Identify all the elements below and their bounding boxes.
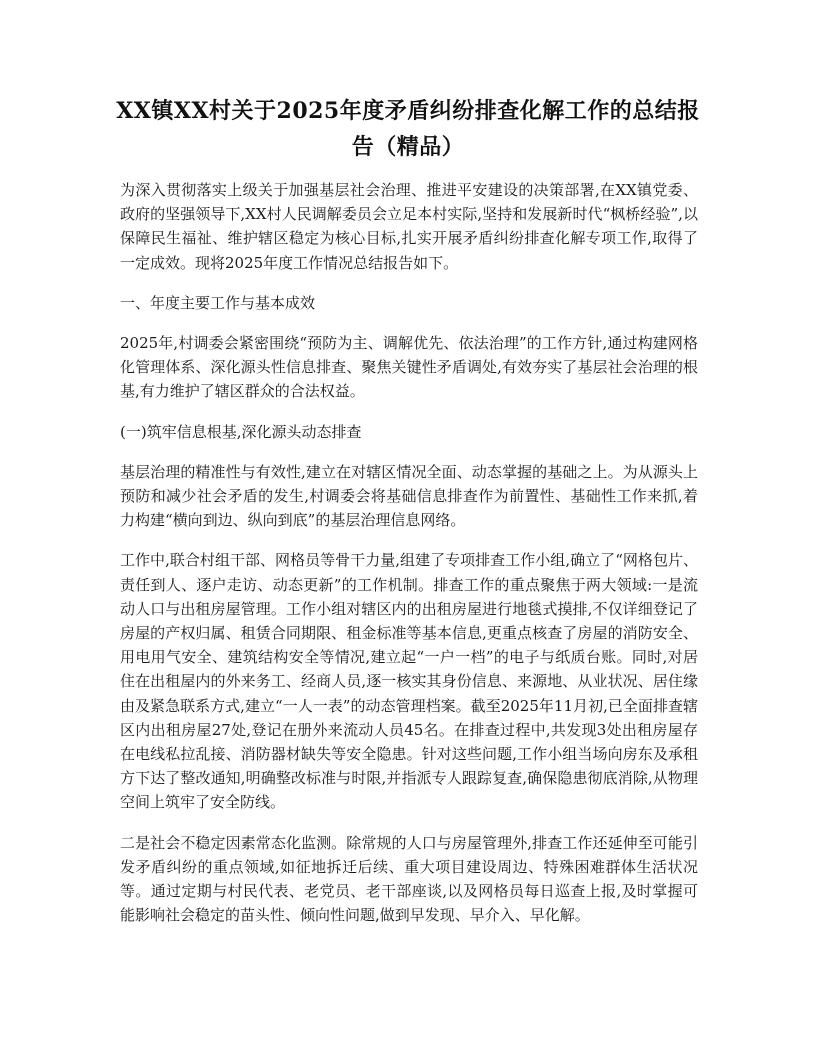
subsection-1-paragraph-2: 工作中,联合村组干部、网格员等骨干力量,组建了专项排查工作小组,确立了“网格包片、责任到人、逐户走访、动态更新”的工作机制。排查工作的重点聚焦于两大领域:一是流动人口与出租房屋管理。工作小组对辖区内的出租房屋进行地毯式摸排,不仅详细登记了房屋的产权归属、租赁合同期限、租金标准等基本信息,更重点核查了房屋的消防安全、用电用气安全、建筑结构安全等情况,建立起“一户一档”的电子与纸质台账。同时,对居住在出租屋内的外来务工、经商人员,逐一核实其身份信息、来源地、从业状况、居住缘由及紧急联系方式,建立“一人一表”的动态管理档案。截至2025年11月初,已全面排查辖区内出租房屋27处,登记在册外来流动人员45名。在排查过程中,共发现3处出租房屋存在电线私拉乱接、消防器材缺失等安全隐患。针对这些问题,工作小组当场向房东及承租方下达了整改通知,明确整改标准与时限,并指派专人跟踪复查,确保隐患彻底消除,从物理空间上筑牢了安全防线。	[120, 551, 698, 812]
subsection-1-paragraph-1: 基层治理的精准性与有效性,建立在对辖区情况全面、动态掌握的基础之上。为从源头上预防和减少社会矛盾的发生,村调委会将基础信息排查作为前置性、基础性工作来抓,着力构建“横向到边、纵向到底”的基层治理信息网络。	[120, 462, 698, 530]
document-body	[120, 178, 698, 943]
subsection-1-paragraph-3: 二是社会不稳定因素常态化监测。除常规的人口与房屋管理外,排查工作还延伸至可能引发矛盾纠纷的重点领域,如征地拆迁后续、重大项目建设周边、特殊困难群体生活状况等。通过定期与村民代表、老党员、老干部座谈,以及网格员每日巡查上报,及时掌握可能影响社会稳定的苗头性、倾向性问题,做到早发现、早介入、早化解。	[120, 833, 698, 925]
section-heading-1: 一、年度主要工作与基本成效	[120, 293, 316, 312]
subsection-heading-1: (一)筑牢信息根基,深化源头动态排查	[120, 422, 362, 441]
document-title: XX镇XX村关于2025年度矛盾纠纷排查化解工作的总结报告（精品）	[116, 98, 700, 160]
intro-paragraph: 为深入贯彻落实上级关于加强基层社会治理、推进平安建设的决策部署,在XX镇党委、政府的坚强领导下,XX村人民调解委员会立足本村实际,坚持和发展新时代“枫桥经验”,以保障民生福祉、维护辖区稳定为核心目标,扎实开展矛盾纠纷排查化解专项工作,取得了一定成效。现将2025年度工作情况总结报告如下。	[120, 181, 698, 272]
section-1-paragraph: 2025年,村调委会紧密围绕“预防为主、调解优先、依法治理”的工作方针,通过构建网格化管理体系、深化源头性信息排查、聚焦关键性矛盾调处,有效夯实了基层社会治理的根基,有力维护了辖区群众的合法权益。	[120, 334, 698, 401]
